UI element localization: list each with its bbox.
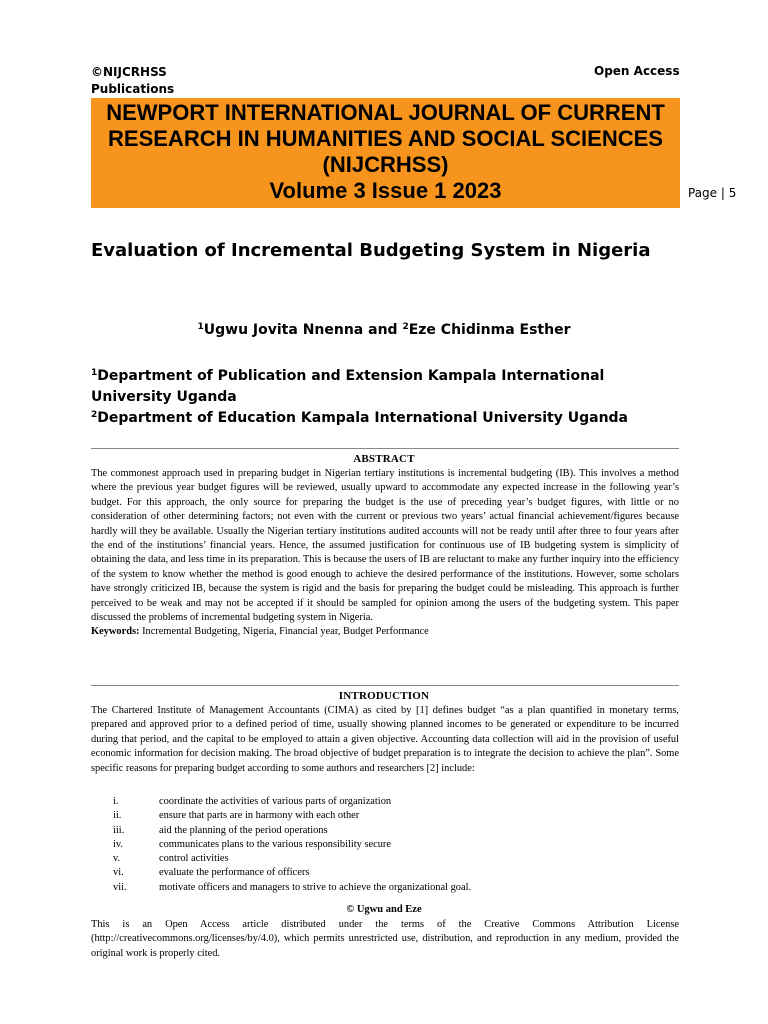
- author2-name: Eze Chidinma Esther: [408, 322, 571, 338]
- list-item-text: coordinate the activities of various parts of organization: [159, 796, 392, 807]
- journal-volume: Volume 3 Issue 1 2023: [269, 178, 502, 203]
- open-access-label: Open Access: [594, 64, 680, 78]
- list-item: [91, 866, 679, 880]
- author1-name: Ugwu Jovita Nnenna: [203, 322, 364, 338]
- journal-title-line1: NEWPORT INTERNATIONAL JOURNAL OF CURRENT: [106, 100, 665, 125]
- list-item-text: motivate officers and managers to strive to achieve the organizational goal.: [159, 881, 472, 893]
- author2-superscript: 2: [402, 322, 409, 332]
- list-item-number: iii.: [113, 824, 125, 836]
- list-item: [91, 809, 679, 823]
- list-item-text: control activities: [159, 853, 229, 865]
- list-item-text: evaluate the performance of officers: [159, 867, 310, 879]
- journal-title-line2: RESEARCH IN HUMANITIES AND SOCIAL SCIENCES: [108, 126, 663, 151]
- publications-line: Publications: [91, 82, 175, 96]
- list-item-text: aid the planning of the period operations: [159, 824, 328, 836]
- author-line: [0, 322, 768, 338]
- affiliation-1: [91, 366, 681, 408]
- list-item-number: v.: [113, 853, 121, 865]
- list-item-number: vii.: [113, 881, 127, 893]
- keywords-line: [91, 625, 679, 639]
- keywords-label: Keywords:: [91, 626, 140, 638]
- list-item: [91, 881, 679, 895]
- abstract-heading: ABSTRACT: [353, 453, 415, 465]
- reasons-list: [91, 795, 679, 895]
- journal-banner: [91, 98, 680, 208]
- publisher-copyright: [91, 64, 174, 98]
- introduction-text: The Chartered Institute of Management Accountants (CIMA) as cited by [1] defines budget “as a plan quantified in monetary terms, prepared and approved prior to a defined period of time, usually showing planned incomes to be generated or expenditure to be incurred during that period, and the capital to be employed to attain a given objective. Accounting data collection will aid in the provision of useful economic information for decision making. The broad objective of budget preparation is to integrate the decision to achieve the plan”. Some specific reasons for preparing budget according to some authors and researchers [2] include:: [91, 705, 679, 774]
- list-item-text: communicates plans to the various responsibility secure: [159, 838, 392, 850]
- author1-superscript: 1: [197, 322, 204, 332]
- author-conjunction: and: [363, 322, 403, 338]
- article-title: Evaluation of Incremental Budgeting System in Nigeria: [91, 240, 651, 261]
- list-item: [91, 852, 679, 866]
- affiliation-2: [91, 408, 681, 429]
- affiliations: [91, 366, 681, 429]
- affil1-superscript: 1: [91, 368, 98, 378]
- list-item: [91, 838, 679, 852]
- page-number: Page | 5: [688, 186, 737, 200]
- abstract-text: The commonest approach used in preparing budget in Nigerian tertiary institutions is incremental budgeting (IB). This involves a method where the previous year budget figures will be reviewed, usually upward to accommodate any expected increase in the following year’s budget. For this approach, the only source for preparing the budget is the use of preceding year’s budget figures, with little or no consideration of other determining factors; not even with the current or previous two years’ actual financial achievement/figures because hardly will they be available. Usually the Nigerian tertiary institutions audited accounts will not be ready until after three to four years after the end of the institutions’ financial years. Hence, the assumed justification for continuous use of IB budgeting system is simplicity of obtaining the data, and less time in its preparation. This is because the users of IB are reluctant to make any further inquiry into the efficiency of the system to know whether the method is good enough to achieve the desired performance of the institutions. However, some scholars have strongly criticized IB, because the system is rigid and the basis for preparing the budget could be misleading. This approach is further perceived to be weak and may not be accepted if it should be sampled for opinion among the users of the budgeting system. This paper discussed the problems of incremental budgeting system in Nigeria.: [91, 468, 679, 624]
- introduction-top-rule: [91, 685, 679, 686]
- license-heading: © Ugwu and Eze: [346, 904, 422, 915]
- list-item: [91, 795, 679, 809]
- list-item: [91, 824, 679, 838]
- list-item-number: vi.: [113, 867, 124, 879]
- affil1-text: Department of Publication and Extension Kampala International University Uganda: [91, 368, 605, 405]
- license-text: This is an Open Access article distributed under the terms of the Creative Commons Attribution License (http://creativecommons.org/licenses/by/4.0), which permits unrestricted use, distribution, and reproduction in any medium, provided the original work is properly cited.: [91, 919, 679, 959]
- list-item-number: ii.: [113, 810, 122, 822]
- affil2-text: Department of Education Kampala International University Uganda: [97, 410, 629, 426]
- affil2-superscript: 2: [91, 410, 98, 420]
- journal-abbreviation: (NIJCRHSS): [322, 152, 449, 177]
- keywords-text: Incremental Budgeting, Nigeria, Financial year, Budget Performance: [139, 626, 429, 638]
- introduction-heading: INTRODUCTION: [338, 690, 430, 702]
- abstract-top-rule: [91, 448, 679, 449]
- abstract-body: [91, 467, 679, 640]
- list-item-number: i.: [113, 796, 119, 807]
- list-item-number: iv.: [113, 838, 124, 850]
- copyright-line: ©NIJCRHSS: [91, 65, 167, 79]
- list-item-text: ensure that parts are in harmony with each other: [159, 810, 360, 822]
